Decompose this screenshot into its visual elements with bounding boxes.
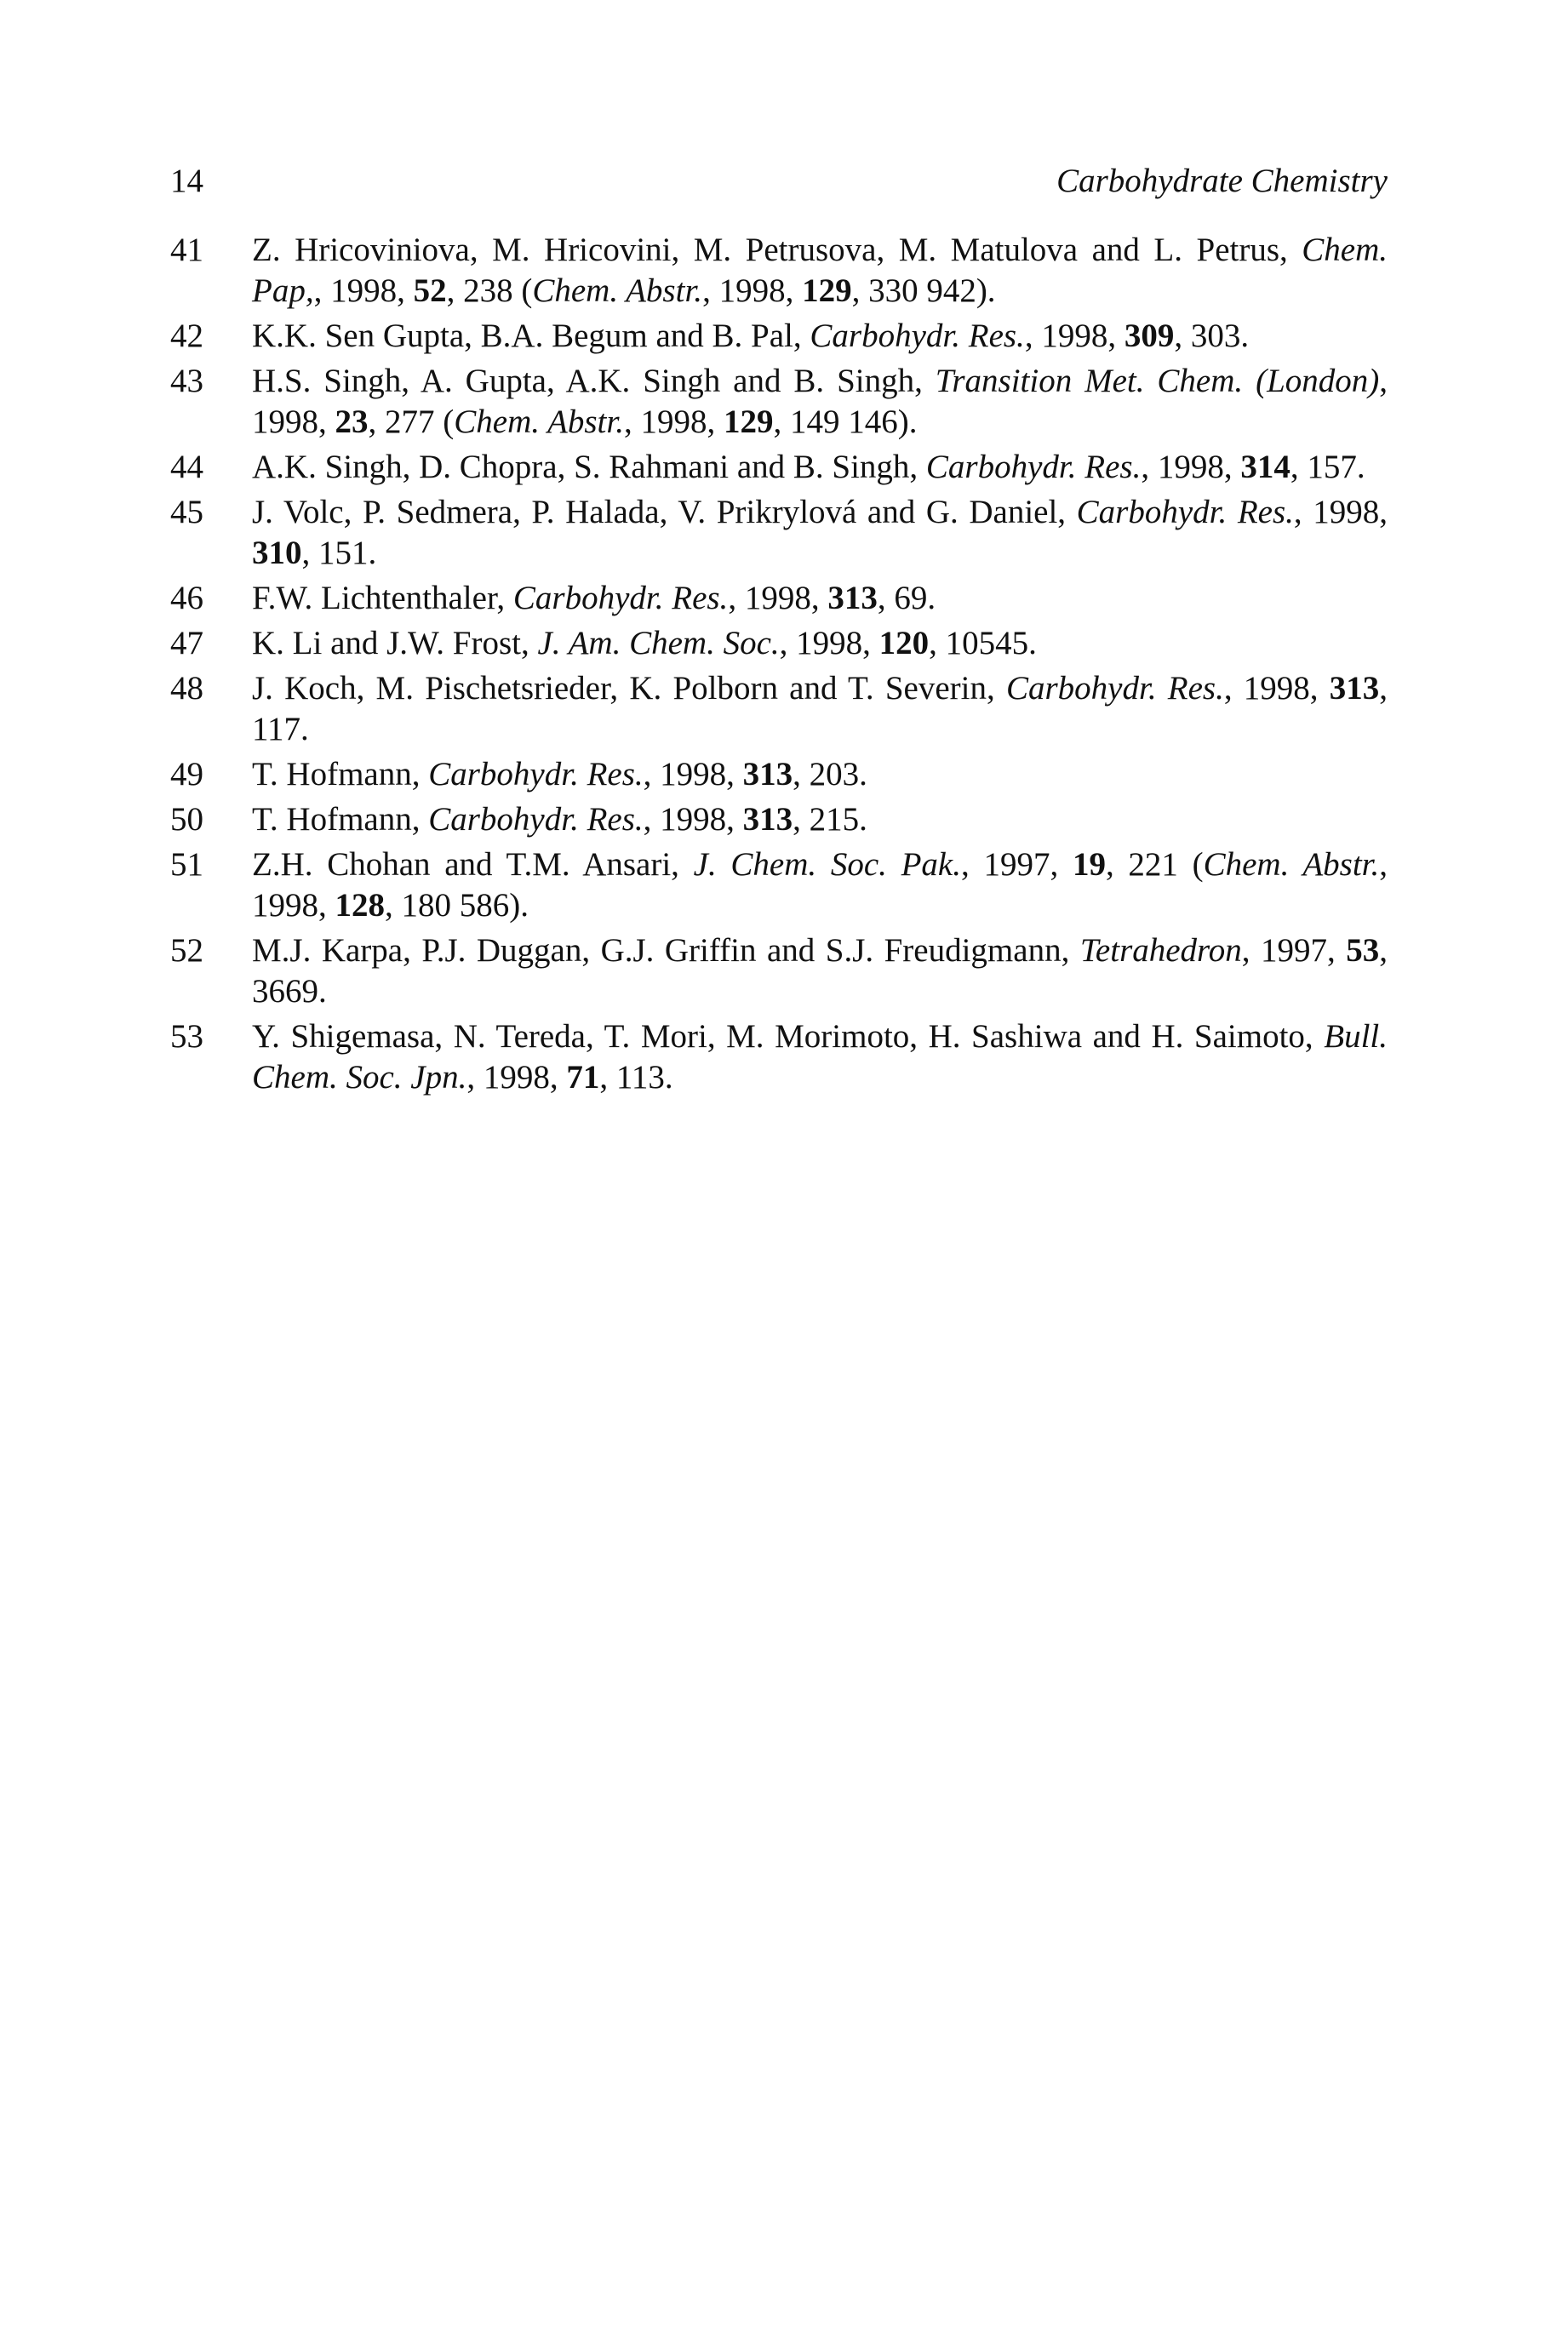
reference-journal: Carbohydr. Res. [1076,494,1294,530]
reference-text: A.K. Singh, D. Chopra, S. Rahmani and B. Singh, Carbohydr. Res., 1998, 314, 157. [252,449,1365,485]
reference-ca-journal: Chem. Abstr. [454,403,624,440]
reference-year: 1998 [1243,670,1310,707]
reference-pages: 157. [1307,449,1365,485]
reference-ca-volume: 129 [723,403,774,440]
reference-ca-pages: 180 586 [401,887,510,924]
reference-authors: Z. Hricoviniova, M. Hricovini, M. Petrusova, M. Matulova and L. Petrus, [252,232,1288,268]
reference-number: 53 [170,1018,203,1055]
reference-item [170,492,1388,574]
reference-pages: 10545. [945,625,1037,661]
reference-volume: 313 [742,801,793,838]
running-head [170,160,1388,203]
reference-pages: 69. [894,580,936,616]
reference-text: F.W. Lichtenthaler, Carbohydr. Res., 1998, 313, 69. [252,580,936,616]
reference-text: Z.H. Chohan and T.M. Ansari, J. Chem. Soc. Pak., 1997, 19, 221 (Chem. Abstr., 1998, 128, 180 586). [252,846,1388,924]
reference-pages: 117. [252,711,309,747]
reference-number: 44 [170,449,203,485]
reference-ca-journal: Chem. Abstr. [1203,846,1380,883]
reference-authors: T. Hofmann, [252,756,421,793]
reference-list [170,230,1388,1102]
reference-number: 42 [170,318,203,354]
reference-journal: Chem. Pap, [252,232,1388,309]
reference-punct: , [313,272,323,309]
reference-journal: Carbohydr. Res. [925,449,1142,485]
reference-item [170,623,1388,664]
reference-ca-year: 1998 [252,887,318,924]
reference-pages: 215. [809,801,867,838]
reference-year: 1998 [744,580,811,616]
reference-year: 1998 [330,272,398,309]
reference-year: 1998 [1041,318,1108,354]
reference-authors: H.S. Singh, A. Gupta, A.K. Singh and B. Singh, [252,363,923,399]
reference-item [170,578,1388,619]
reference-authors: K. Li and J.W. Frost, [252,625,529,661]
reference-text: K. Li and J.W. Frost, J. Am. Chem. Soc., 1998, 120, 10545. [252,625,1037,661]
reference-year: 1998 [1157,449,1224,485]
reference-item [170,930,1388,1012]
reference-text: T. Hofmann, Carbohydr. Res., 1998, 313, 203. [252,756,867,793]
reference-item [170,668,1388,750]
reference-year: 1997 [1261,932,1328,969]
reference-authors: M.J. Karpa, P.J. Duggan, G.J. Griffin and S.J. Freudigmann, [252,932,1070,969]
reference-authors: Z.H. Chohan and T.M. Ansari, [252,846,679,883]
reference-item [170,754,1388,795]
reference-pages: 221 [1128,846,1178,883]
reference-item [170,1016,1388,1098]
reference-number: 47 [170,625,203,661]
reference-authors: T. Hofmann, [252,801,421,838]
reference-ca-pages: 149 146 [789,403,898,440]
reference-text: J. Volc, P. Sedmera, P. Halada, V. Prikrylová and G. Daniel, Carbohydr. Res., 1998, 310, 151. [252,494,1388,571]
reference-number: 41 [170,232,203,268]
reference-pages: 277 [385,403,435,440]
reference-ca-journal: Chem. Abstr. [532,272,703,309]
reference-text: T. Hofmann, Carbohydr. Res., 1998, 313, 215. [252,801,867,838]
reference-number: 45 [170,494,203,530]
reference-number: 51 [170,846,203,883]
reference-year: 1998 [660,756,727,793]
reference-journal: Tetrahedron [1079,932,1242,969]
reference-pages: 203. [809,756,867,793]
reference-volume: 53 [1346,932,1380,969]
reference-volume: 19 [1072,846,1106,883]
reference-authors: F.W. Lichtenthaler, [252,580,506,616]
reference-pages: 113. [615,1059,673,1096]
reference-volume: 52 [413,272,447,309]
reference-authors: J. Koch, M. Pischetsrieder, K. Polborn and T. Severin, [252,670,995,707]
reference-item [170,447,1388,488]
reference-volume: 313 [742,756,793,793]
reference-number: 48 [170,670,203,707]
reference-journal: Carbohydr. Res. [428,801,644,838]
reference-journal: J. Am. Chem. Soc. [537,625,780,661]
reference-year: 1998 [796,625,863,661]
reference-ca-volume: 129 [802,272,852,309]
reference-year: 1998 [252,403,318,440]
reference-journal: Carbohydr. Res. [1005,670,1224,707]
reference-journal: J. Chem. Soc. Pak. [693,846,961,883]
reference-pages: 151. [318,535,377,571]
reference-text: J. Koch, M. Pischetsrieder, K. Polborn and T. Severin, Carbohydr. Res., 1998, 313, 117. [252,670,1388,747]
reference-pages: 238 [463,272,513,309]
reference-volume: 313 [1329,670,1380,707]
reference-volume: 309 [1124,318,1175,354]
reference-item [170,230,1388,312]
reference-number: 49 [170,756,203,793]
reference-journal: Carbohydr. Res. [428,756,644,793]
reference-text: M.J. Karpa, P.J. Duggan, G.J. Griffin and S.J. Freudigmann, Tetrahedron, 1997, 53, 3669. [252,932,1388,1010]
reference-item [170,799,1388,840]
reference-item [170,844,1388,926]
reference-authors: J. Volc, P. Sedmera, P. Halada, V. Prikrylová and G. Daniel, [252,494,1067,530]
reference-text: Y. Shigemasa, N. Tereda, T. Mori, M. Morimoto, H. Sashiwa and H. Saimoto, Bull. Chem. Soc. Jpn., 1998, 71, 113. [252,1018,1388,1096]
reference-text: H.S. Singh, A. Gupta, A.K. Singh and B. Singh, Transition Met. Chem. (London), 1998, 23, 277 (Chem. Abstr., 1998, 129, 149 146). [252,363,1388,440]
reference-text: K.K. Sen Gupta, B.A. Begum and B. Pal, Carbohydr. Res., 1998, 309, 303. [252,318,1250,354]
reference-item [170,361,1388,443]
reference-volume: 71 [566,1059,600,1096]
reference-volume: 120 [878,625,930,661]
reference-volume: 23 [335,403,369,440]
reference-ca-pages: 330 942 [868,272,976,309]
reference-year: 1998 [483,1059,550,1096]
reference-year: 1998 [660,801,727,838]
reference-authors: K.K. Sen Gupta, B.A. Begum and B. Pal, [252,318,802,354]
reference-pages: 3669. [252,973,327,1010]
reference-volume: 313 [827,580,878,616]
reference-year: 1998 [1313,494,1380,530]
reference-volume: 310 [252,535,302,571]
reference-year: 1997 [983,846,1050,883]
reference-text: Z. Hricoviniova, M. Hricovini, M. Petrusova, M. Matulova and L. Petrus, Chem. Pap,, 1998, 52, 238 (Chem. Abstr., 1998, 129, 330 942). [252,232,1388,309]
reference-item [170,316,1388,357]
reference-number: 46 [170,580,203,616]
reference-authors: Y. Shigemasa, N. Tereda, T. Mori, M. Morimoto, H. Sashiwa and H. Saimoto, [252,1018,1313,1055]
reference-journal: Carbohydr. Res. [810,318,1025,354]
reference-authors: A.K. Singh, D. Chopra, S. Rahmani and B. Singh, [252,449,918,485]
running-title: Carbohydrate Chemistry [1056,163,1388,199]
reference-number: 50 [170,801,203,838]
reference-journal: Transition Met. Chem. (London) [935,363,1380,399]
reference-ca-year: 1998 [640,403,707,440]
reference-ca-year: 1998 [718,272,786,309]
reference-number: 43 [170,363,203,399]
reference-journal: Carbohydr. Res. [512,580,729,616]
reference-ca-volume: 128 [335,887,385,924]
page-number: 14 [170,163,203,199]
reference-pages: 303. [1190,318,1250,354]
reference-volume: 314 [1240,449,1290,485]
reference-journal: Bull. Chem. Soc. Jpn. [252,1018,1388,1096]
reference-number: 52 [170,932,203,969]
